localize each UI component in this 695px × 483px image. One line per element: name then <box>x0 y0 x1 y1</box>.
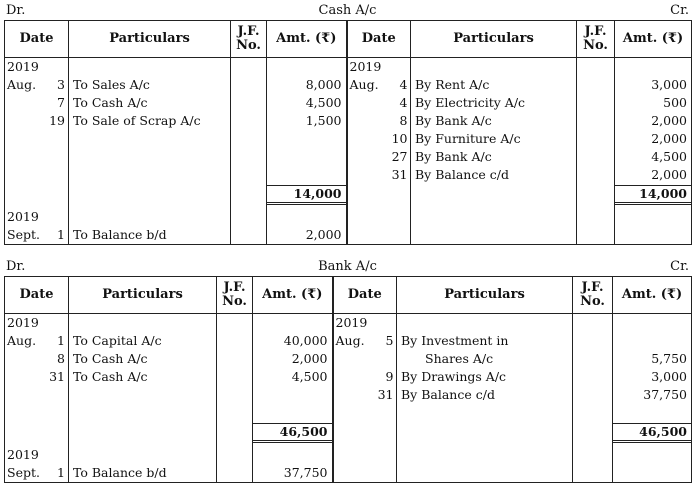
ledger-title: Bank A/c <box>318 259 377 274</box>
amount: 2,000 <box>267 226 347 245</box>
col-jf: J.F. No. <box>217 277 253 314</box>
amount: 5,750 <box>613 350 692 368</box>
particulars: By Bank A/c <box>411 112 577 130</box>
day: 10 <box>391 131 408 146</box>
bank-ledger-table <box>4 276 692 483</box>
year-cell: 2019 <box>347 58 411 77</box>
table-header-row <box>5 21 692 58</box>
table-row <box>5 148 692 166</box>
month: Sept. <box>7 227 40 242</box>
cash-ledger-header <box>4 0 691 20</box>
debit-label: Dr. <box>6 3 26 18</box>
table-row <box>5 464 692 483</box>
cash-ledger <box>4 0 691 245</box>
day: 1 <box>57 333 65 348</box>
bank-ledger <box>4 256 691 483</box>
table-row <box>5 112 692 130</box>
table-row <box>5 314 692 333</box>
day: 5 <box>385 333 394 348</box>
total-amount: 46,500 <box>253 422 333 446</box>
col-jf: J.F. No. <box>573 277 613 314</box>
col-jf: J.F. No. <box>577 21 615 58</box>
table-row <box>5 166 692 184</box>
particulars: By Drawings A/c <box>397 368 573 386</box>
amount <box>613 332 692 350</box>
particulars: Shares A/c <box>397 350 573 368</box>
particulars: To Sale of Scrap A/c <box>69 112 231 130</box>
day: 19 <box>49 113 65 128</box>
particulars: To Balance b/d <box>69 464 217 483</box>
year-cell: 2019 <box>5 314 69 333</box>
particulars: By Investment in <box>397 332 573 350</box>
credit-label: Cr. <box>670 3 689 18</box>
credit-label: Cr. <box>670 259 689 274</box>
particulars: To Balance b/d <box>69 226 231 245</box>
year-cell: 2019 <box>333 314 397 333</box>
amount: 4,500 <box>267 94 347 112</box>
day: 31 <box>391 167 408 182</box>
day: 4 <box>399 77 408 92</box>
total-row <box>5 422 692 446</box>
table-row <box>5 350 692 368</box>
col-date: Date <box>5 277 69 314</box>
table-header-row <box>5 277 692 314</box>
day: 31 <box>377 387 394 402</box>
table-row <box>5 76 692 94</box>
table-row <box>5 368 692 386</box>
day: 9 <box>385 369 394 384</box>
table-row <box>5 130 692 148</box>
year-cell: 2019 <box>5 208 69 226</box>
table-row <box>5 404 692 422</box>
day: 4 <box>399 95 408 110</box>
col-date: Date <box>5 21 69 58</box>
amount: 2,000 <box>615 130 692 148</box>
day: 1 <box>57 465 65 480</box>
col-amount: Amt. (₹) <box>615 21 692 58</box>
amount: 3,000 <box>613 368 692 386</box>
year-cell: 2019 <box>5 446 69 464</box>
table-row <box>5 58 692 77</box>
amount: 3,000 <box>615 76 692 94</box>
total-row <box>5 184 692 208</box>
table-row <box>5 226 692 245</box>
particulars: To Cash A/c <box>69 368 217 386</box>
day: 1 <box>57 227 65 242</box>
month: Aug. <box>7 77 37 92</box>
total-amount: 14,000 <box>267 184 347 208</box>
debit-label: Dr. <box>6 259 26 274</box>
amount: 500 <box>615 94 692 112</box>
amount: 8,000 <box>267 76 347 94</box>
col-date: Date <box>333 277 397 314</box>
day: 8 <box>399 113 408 128</box>
amount: 4,500 <box>615 148 692 166</box>
particulars: By Electricity A/c <box>411 94 577 112</box>
month: Aug. <box>349 77 379 92</box>
amount: 37,750 <box>613 386 692 404</box>
particulars: By Balance c/d <box>397 386 573 404</box>
cash-ledger-table <box>4 20 692 245</box>
particulars: To Sales A/c <box>69 76 231 94</box>
particulars: By Bank A/c <box>411 148 577 166</box>
day: 3 <box>57 77 65 92</box>
col-date: Date <box>347 21 411 58</box>
col-jf: J.F. No. <box>231 21 267 58</box>
month: Aug. <box>335 333 365 348</box>
month: Aug. <box>7 333 37 348</box>
particulars: By Rent A/c <box>411 76 577 94</box>
amount: 4,500 <box>253 368 333 386</box>
col-amount: Amt. (₹) <box>267 21 347 58</box>
col-particulars: Particulars <box>397 277 573 314</box>
amount: 2,000 <box>253 350 333 368</box>
particulars: To Cash A/c <box>69 350 217 368</box>
day: 27 <box>391 149 408 164</box>
day: 8 <box>57 351 65 366</box>
col-amount: Amt. (₹) <box>253 277 333 314</box>
total-amount: 46,500 <box>613 422 692 446</box>
amount: 37,750 <box>253 464 333 483</box>
table-row <box>5 446 692 464</box>
table-row <box>5 386 692 404</box>
amount: 1,500 <box>267 112 347 130</box>
year-cell: 2019 <box>5 58 69 77</box>
table-row <box>5 94 692 112</box>
day: 31 <box>49 369 65 384</box>
particulars: To Capital A/c <box>69 332 217 350</box>
ledger-title: Cash A/c <box>318 3 377 18</box>
bank-ledger-header <box>4 256 691 276</box>
table-row <box>5 208 692 226</box>
col-amount: Amt. (₹) <box>613 277 692 314</box>
particulars: By Furniture A/c <box>411 130 577 148</box>
col-particulars: Particulars <box>69 277 217 314</box>
amount: 2,000 <box>615 166 692 184</box>
amount: 40,000 <box>253 332 333 350</box>
amount: 2,000 <box>615 112 692 130</box>
particulars: To Cash A/c <box>69 94 231 112</box>
table-row <box>5 332 692 350</box>
month: Sept. <box>7 465 40 480</box>
day: 7 <box>57 95 65 110</box>
total-amount: 14,000 <box>615 184 692 208</box>
col-particulars: Particulars <box>411 21 577 58</box>
col-particulars: Particulars <box>69 21 231 58</box>
particulars: By Balance c/d <box>411 166 577 184</box>
